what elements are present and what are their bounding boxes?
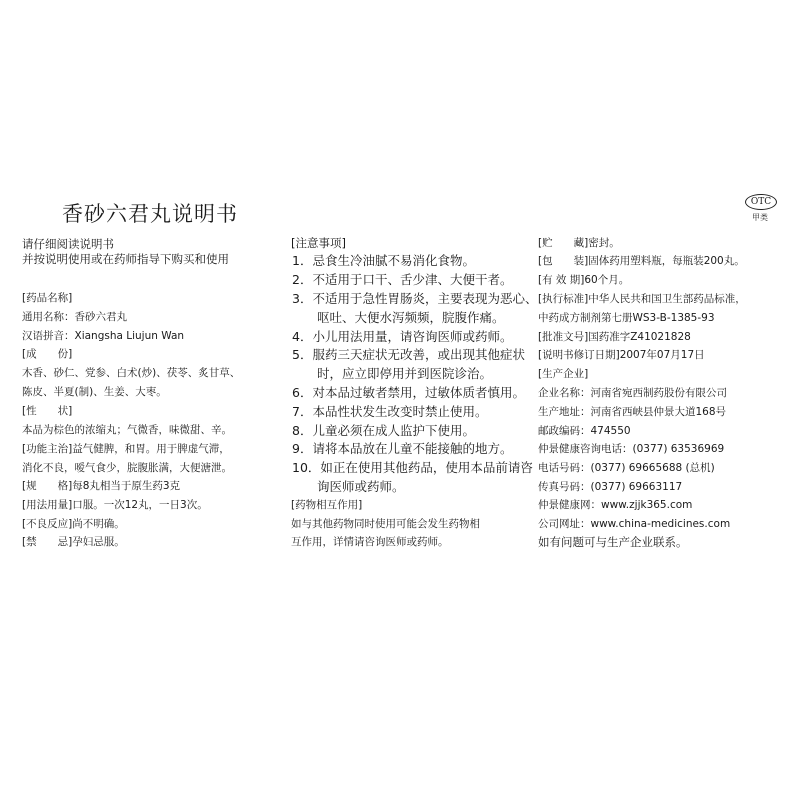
adverse-reactions: [不良反应]尚不明确。 <box>22 518 125 530</box>
packaging: [包 装]固体药用塑料瓶，每瓶装200丸。 <box>538 255 745 267</box>
health-website: 仲景健康网：www.zjjk365.com <box>538 499 693 511</box>
health-hotline: 仲景健康咨询电话：(0377) 63536969 <box>538 443 725 455</box>
character-header: [性 状] <box>22 405 73 417</box>
precaution-item: 6．对本品过敏者禁用，过敏体质者慎用。 <box>292 385 525 400</box>
notice-line-2: 并按说明使用或在药师指导下购买和使用 <box>22 252 229 266</box>
interaction-header: [药物相互作用] <box>291 499 363 511</box>
manufacturer-header: [生产企业] <box>538 368 589 380</box>
drug-name-header: [药品名称] <box>22 292 73 304</box>
precaution-item: 呕吐、大便水泻频频，脘腹作痛。 <box>292 310 505 325</box>
precaution-item: 询医师或药师。 <box>292 479 405 494</box>
leaflet-title: 香砂六君丸说明书 <box>62 202 238 226</box>
common-name: 通用名称：香砂六君丸 <box>22 311 127 323</box>
storage: [贮 藏]密封。 <box>538 237 620 249</box>
otc-class-label: 甲类 <box>752 213 768 222</box>
pinyin-name: 汉语拼音：Xiangsha Liujun Wan <box>22 330 185 342</box>
precaution-item: 10．如正在使用其他药品，使用本品前请咨 <box>292 460 533 475</box>
fax-number: 传真号码：(0377) 69663117 <box>538 481 683 493</box>
precaution-item: 4．小儿用法用量，请咨询医师或药师。 <box>292 329 513 344</box>
precaution-item: 3．不适用于急性胃肠炎，主要表现为恶心、 <box>292 291 538 306</box>
specification: [规 格]每8丸相当于原生药3克 <box>22 480 181 492</box>
revision-date: [说明书修订日期]2007年07月17日 <box>538 349 705 361</box>
postal-code: 邮政编码：474550 <box>538 425 631 437</box>
contraindications: [禁 忌]孕妇忌服。 <box>22 536 125 548</box>
approval-number: [批准文号]国药准字Z41021828 <box>538 331 691 343</box>
precaution-item: 时，应立即停用并到医院诊治。 <box>292 366 493 381</box>
indication-line-2: 消化不良，嗳气食少，脘腹胀满，大便溏泄。 <box>22 462 232 474</box>
validity-period: [有 效 期]60个月。 <box>538 274 630 286</box>
contact-note: 如有问题可与生产企业联系。 <box>538 535 688 549</box>
otc-mark: OTC <box>745 194 777 210</box>
standard-line-1: [执行标准]中华人民共和国卫生部药品标准， <box>538 293 746 305</box>
interaction-line-1: 如与其他药物同时使用可能会发生药物相 <box>291 518 480 530</box>
usage-dosage: [用法用量]口服。一次12丸，一日3次。 <box>22 499 208 511</box>
precautions-header: [注意事项] <box>291 236 346 250</box>
notice-line-1: 请仔细阅读说明书 <box>22 237 114 251</box>
precaution-item: 1．忌食生冷油腻不易消化食物。 <box>292 253 475 268</box>
precaution-item: 8．儿童必须在成人监护下使用。 <box>292 423 475 438</box>
interaction-line-2: 互作用，详情请咨询医师或药师。 <box>291 536 449 548</box>
standard-line-2: 中药成方制剂第七册WS3-B-1385-93 <box>538 312 715 324</box>
phone-number: 电话号码：(0377) 69665688 (总机) <box>538 462 715 474</box>
ingredients-line-2: 陈皮、半夏(制)、生姜、大枣。 <box>22 386 167 398</box>
production-address: 生产地址：河南省西峡县仲景大道168号 <box>538 406 727 418</box>
precaution-item: 9．请将本品放在儿童不能接触的地方。 <box>292 441 513 456</box>
company-name: 企业名称：河南省宛西制药股份有限公司 <box>538 387 727 399</box>
precaution-item: 2．不适用于口干、舌少津、大便干者。 <box>292 272 513 287</box>
precaution-item: 5．服药三天症状无改善，或出现其他症状 <box>292 347 525 362</box>
precaution-item: 7．本品性状发生改变时禁止使用。 <box>292 404 488 419</box>
ingredients-line-1: 木香、砂仁、党参、白术(炒)、茯苓、炙甘草、 <box>22 367 241 379</box>
company-website: 公司网址：www.china-medicines.com <box>538 518 731 530</box>
character-text: 本品为棕色的浓缩丸；气微香，味微甜、辛。 <box>22 424 232 436</box>
indication-line-1: [功能主治]益气健脾，和胃。用于脾虚气滞， <box>22 443 230 455</box>
ingredients-header: [成 份] <box>22 348 73 360</box>
